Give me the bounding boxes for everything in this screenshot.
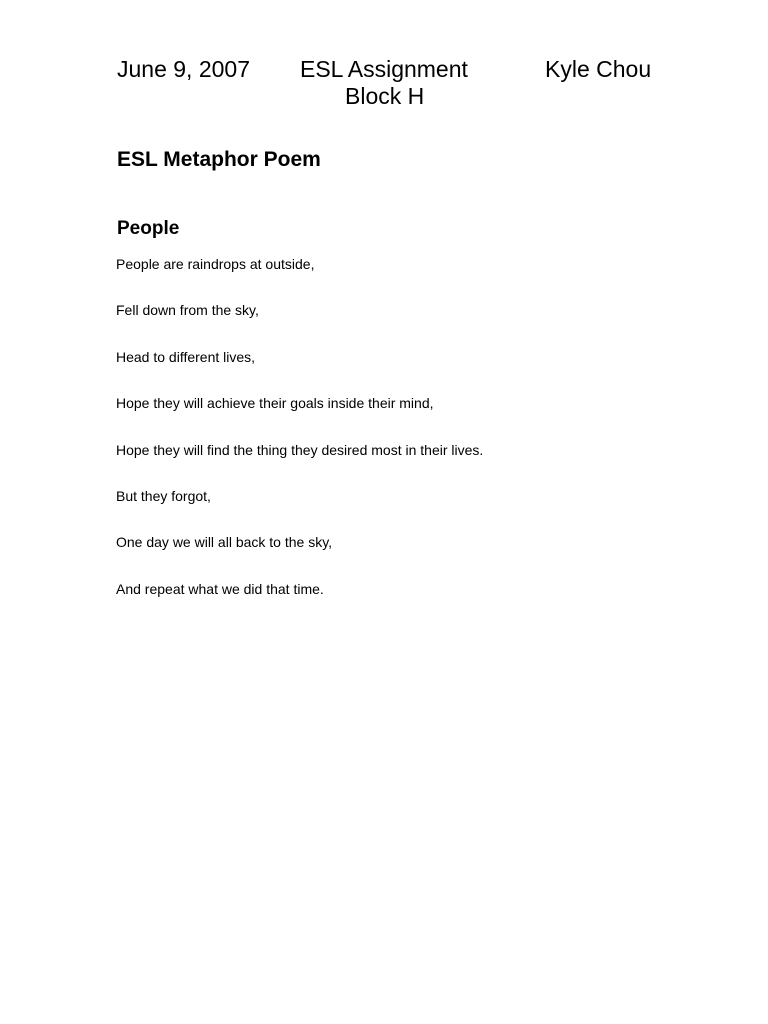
poem-line: Fell down from the sky, — [116, 302, 259, 319]
poem-line: But they forgot, — [116, 487, 211, 504]
header-block: Block H — [345, 83, 425, 109]
poem-line: One day we will all back to the sky, — [116, 534, 333, 551]
header-author-name: Kyle Chou — [545, 56, 652, 82]
poem-line: Hope they will find the thing they desired most in their lives. — [116, 441, 484, 458]
header-date: June 9, 2007 — [117, 56, 251, 82]
header-assignment-title: ESL Assignment — [300, 56, 468, 82]
poem-title: People — [117, 218, 180, 239]
document-title: ESL Metaphor Poem — [117, 148, 321, 171]
poem-line: People are raindrops at outside, — [116, 256, 315, 272]
poem-line: Hope they will achieve their goals inside their mind, — [116, 395, 434, 412]
poem-line: And repeat what we did that time. — [116, 580, 324, 597]
poem-line: Head to different lives, — [116, 348, 256, 365]
poem-lines — [116, 255, 483, 626]
